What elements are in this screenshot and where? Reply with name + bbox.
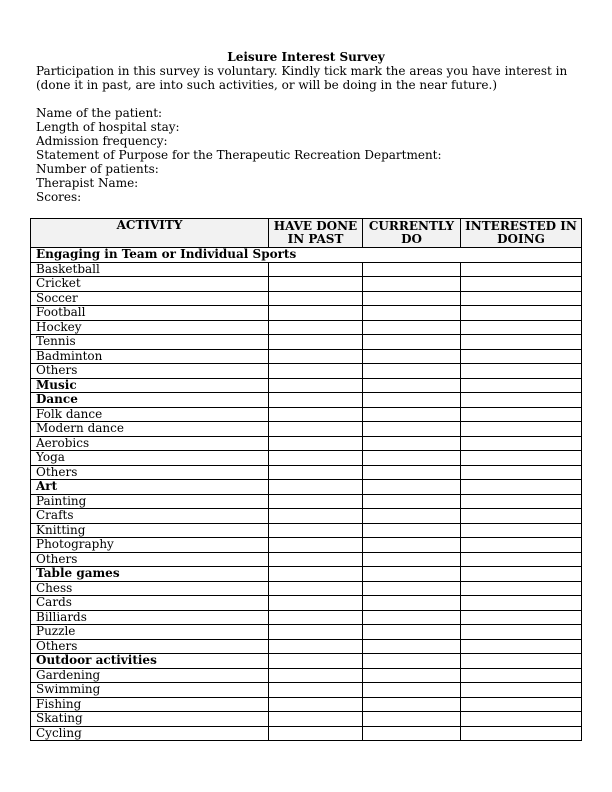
interested-cell[interactable] [461,422,582,437]
interested-cell[interactable] [461,465,582,480]
header-have-done: HAVE DONE IN PAST [269,219,363,248]
have-done-cell[interactable] [269,378,363,393]
field-number-of-patients: Number of patients: [36,162,159,176]
have-done-cell[interactable] [269,436,363,451]
section-label: Music [31,378,269,393]
field-statement-of-purpose: Statement of Purpose for the Therapeutic Recreation Department: [36,148,442,162]
table-row [31,538,582,553]
table-row [31,668,582,683]
currently-do-cell[interactable] [363,262,461,277]
activity-label: Chess [31,581,269,596]
currently-do-cell[interactable] [363,494,461,509]
table-row [31,639,582,654]
have-done-cell[interactable] [269,349,363,364]
table-row [31,625,582,640]
activity-label: Badminton [31,349,269,364]
interested-cell[interactable] [461,625,582,640]
table-header-row [31,219,582,248]
currently-do-cell[interactable] [363,436,461,451]
activity-label: Skating [31,712,269,727]
section-row [31,378,582,393]
currently-do-cell[interactable] [363,465,461,480]
interested-cell[interactable] [461,668,582,683]
header-activity: ACTIVITY [31,219,269,248]
currently-do-cell[interactable] [363,683,461,698]
activity-label: Cards [31,596,269,611]
activity-label: Football [31,306,269,321]
table-row [31,451,582,466]
field-therapist-name: Therapist Name: [36,176,139,190]
interested-cell[interactable] [461,683,582,698]
activity-label: Aerobics [31,436,269,451]
activity-label: Crafts [31,509,269,524]
have-done-cell[interactable] [269,567,363,582]
interested-cell[interactable] [461,407,582,422]
currently-do-cell[interactable] [363,306,461,321]
have-done-cell[interactable] [269,639,363,654]
currently-do-cell[interactable] [363,291,461,306]
have-done-cell[interactable] [269,422,363,437]
currently-do-cell[interactable] [363,567,461,582]
table-row [31,407,582,422]
interested-cell[interactable] [461,697,582,712]
section-row [31,567,582,582]
activity-label: Yoga [31,451,269,466]
currently-do-cell[interactable] [363,393,461,408]
section-label: Outdoor activities [31,654,269,669]
have-done-cell[interactable] [269,697,363,712]
interested-cell[interactable] [461,262,582,277]
interested-cell[interactable] [461,596,582,611]
table-row [31,436,582,451]
section-row [31,480,582,495]
currently-do-cell[interactable] [363,451,461,466]
table-row [31,320,582,335]
section-row [31,393,582,408]
activity-label: Painting [31,494,269,509]
intro-text: Participation in this survey is voluntary. Kindly tick mark the areas you have interest in (done it in past, are into such activities, or will be doing in the near future.) [36,64,568,92]
have-done-cell[interactable] [269,407,363,422]
have-done-cell[interactable] [269,610,363,625]
interested-cell[interactable] [461,726,582,741]
activity-label: Cycling [31,726,269,741]
activity-table [30,218,582,741]
section-row [31,248,582,263]
interested-cell[interactable] [461,538,582,553]
have-done-cell[interactable] [269,509,363,524]
table-row [31,349,582,364]
have-done-cell[interactable] [269,683,363,698]
table-body [31,248,582,741]
interested-cell[interactable] [461,364,582,379]
table-row [31,552,582,567]
have-done-cell[interactable] [269,306,363,321]
activity-label: Hockey [31,320,269,335]
table-row [31,291,582,306]
activity-label: Others [31,364,269,379]
currently-do-cell[interactable] [363,668,461,683]
header-currently-do: CURRENTLY DO [363,219,461,248]
table-row [31,596,582,611]
have-done-cell[interactable] [269,668,363,683]
section-label: Dance [31,393,269,408]
have-done-cell[interactable] [269,277,363,292]
currently-do-cell[interactable] [363,422,461,437]
interested-cell[interactable] [461,610,582,625]
activity-label: Gardening [31,668,269,683]
interested-cell[interactable] [461,654,582,669]
table-row [31,465,582,480]
have-done-cell[interactable] [269,538,363,553]
currently-do-cell[interactable] [363,349,461,364]
interested-cell[interactable] [461,349,582,364]
section-label: Table games [31,567,269,582]
have-done-cell[interactable] [269,451,363,466]
interested-cell[interactable] [461,436,582,451]
currently-do-cell[interactable] [363,523,461,538]
currently-do-cell[interactable] [363,364,461,379]
section-label: Engaging in Team or Individual Sports [31,248,582,263]
table-row [31,683,582,698]
currently-do-cell[interactable] [363,538,461,553]
currently-do-cell[interactable] [363,654,461,669]
table-row [31,581,582,596]
activity-label: Photography [31,538,269,553]
field-patient-name: Name of the patient: [36,106,163,120]
have-done-cell[interactable] [269,480,363,495]
field-hospital-stay: Length of hospital stay: [36,120,180,134]
interested-cell[interactable] [461,567,582,582]
currently-do-cell[interactable] [363,407,461,422]
interested-cell[interactable] [461,552,582,567]
section-label: Art [31,480,269,495]
currently-do-cell[interactable] [363,726,461,741]
table-row [31,726,582,741]
have-done-cell[interactable] [269,581,363,596]
interested-cell[interactable] [461,480,582,495]
have-done-cell[interactable] [269,625,363,640]
interested-cell[interactable] [461,335,582,350]
activity-label: Tennis [31,335,269,350]
interested-cell[interactable] [461,306,582,321]
table-row [31,422,582,437]
activity-label: Others [31,465,269,480]
activity-label: Knitting [31,523,269,538]
currently-do-cell[interactable] [363,277,461,292]
interested-cell[interactable] [461,509,582,524]
have-done-cell[interactable] [269,393,363,408]
table-row [31,610,582,625]
activity-label: Soccer [31,291,269,306]
table-row [31,494,582,509]
currently-do-cell[interactable] [363,335,461,350]
have-done-cell[interactable] [269,364,363,379]
have-done-cell[interactable] [269,712,363,727]
activity-label: Modern dance [31,422,269,437]
table-row [31,262,582,277]
interested-cell[interactable] [461,523,582,538]
table-row [31,509,582,524]
activity-label: Billiards [31,610,269,625]
have-done-cell[interactable] [269,494,363,509]
interested-cell[interactable] [461,378,582,393]
table-row [31,364,582,379]
interested-cell[interactable] [461,494,582,509]
table-row [31,335,582,350]
activity-label: Others [31,639,269,654]
have-done-cell[interactable] [269,726,363,741]
page-title: Leisure Interest Survey [227,50,385,64]
interested-cell[interactable] [461,581,582,596]
currently-do-cell[interactable] [363,596,461,611]
have-done-cell[interactable] [269,291,363,306]
section-row [31,654,582,669]
activity-label: Folk dance [31,407,269,422]
currently-do-cell[interactable] [363,378,461,393]
activity-label: Others [31,552,269,567]
currently-do-cell[interactable] [363,697,461,712]
currently-do-cell[interactable] [363,480,461,495]
table-row [31,523,582,538]
patient-info-fields [36,106,581,204]
interested-cell[interactable] [461,320,582,335]
table-row [31,306,582,321]
table-row [31,697,582,712]
have-done-cell[interactable] [269,596,363,611]
currently-do-cell[interactable] [363,625,461,640]
activity-label: Swimming [31,683,269,698]
have-done-cell[interactable] [269,654,363,669]
header-interested: INTERESTED IN DOING [461,219,582,248]
currently-do-cell[interactable] [363,552,461,567]
table-row [31,712,582,727]
have-done-cell[interactable] [269,320,363,335]
field-admission-frequency: Admission frequency: [36,134,168,148]
interested-cell[interactable] [461,277,582,292]
interested-cell[interactable] [461,393,582,408]
activity-label: Basketball [31,262,269,277]
table-row [31,277,582,292]
interested-cell[interactable] [461,291,582,306]
interested-cell[interactable] [461,712,582,727]
have-done-cell[interactable] [269,465,363,480]
have-done-cell[interactable] [269,552,363,567]
currently-do-cell[interactable] [363,639,461,654]
field-scores: Scores: [36,190,82,204]
have-done-cell[interactable] [269,523,363,538]
currently-do-cell[interactable] [363,712,461,727]
currently-do-cell[interactable] [363,581,461,596]
interested-cell[interactable] [461,451,582,466]
currently-do-cell[interactable] [363,610,461,625]
have-done-cell[interactable] [269,262,363,277]
currently-do-cell[interactable] [363,509,461,524]
have-done-cell[interactable] [269,335,363,350]
activity-label: Puzzle [31,625,269,640]
currently-do-cell[interactable] [363,320,461,335]
activity-label: Fishing [31,697,269,712]
activity-label: Cricket [31,277,269,292]
interested-cell[interactable] [461,639,582,654]
